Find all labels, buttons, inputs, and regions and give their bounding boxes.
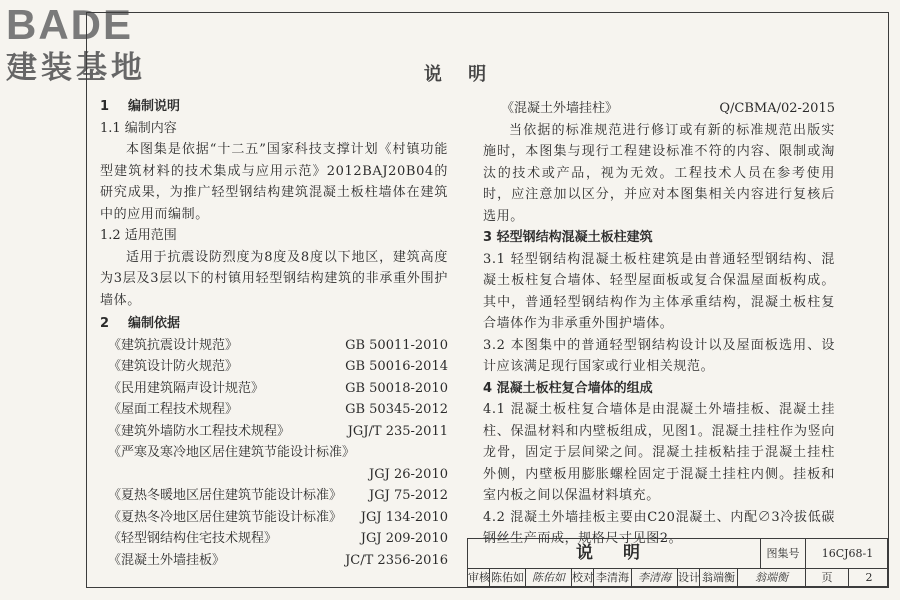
title-block-signature-row — [468, 568, 887, 587]
section-number: 3 — [483, 230, 493, 245]
checker-signature: 李清海 — [632, 568, 678, 587]
right-column — [483, 98, 835, 550]
standard-code: JC/T 2356-2016 — [345, 552, 448, 568]
standard-item — [100, 507, 448, 529]
title-block-top-row — [468, 539, 887, 569]
page-title: 说 明 — [423, 64, 497, 85]
page-label: 页 — [806, 568, 849, 587]
standard-name: 《屋面工程技术规程》 — [108, 402, 239, 417]
section-number: 4 — [483, 380, 493, 396]
section-title: 编制说明 — [128, 99, 181, 114]
clause-3-1: 3.1 轻型钢结构混凝土板柱建筑是由普通轻型钢结构、混凝土板柱复合墙体、轻型屋面板或复合保温屋面板构成。其中，普通轻型钢结构作为主体承重结构，混凝土板柱复合墙体作为非承重外围护墙体。 — [483, 251, 835, 331]
standard-code: JGJ/T 235-2011 — [347, 423, 448, 439]
section-title: 轻型钢结构混凝土板柱建筑 — [496, 230, 653, 245]
standard-item — [100, 442, 448, 464]
subsection-1-1-body: 本图集是依据“十二五”国家科技支撑计划《村镇功能型建筑材料的技术集成与应用示范》2012BAJ20B04的研究成果，为推广轻型钢结构建筑混凝土板柱墙体在建筑中的应用而编制。 — [100, 142, 448, 222]
standard-name: 《夏热冬冷地区居住建筑节能设计标准》 — [108, 509, 343, 525]
section-2-heading — [100, 313, 448, 335]
subsection-1-1-heading: 1.1 编制内容 — [100, 120, 177, 136]
standard-code: GB 50011-2010 — [345, 337, 448, 353]
design-label: 设计 — [678, 568, 700, 587]
page-number: 2 — [865, 571, 873, 584]
subsection-1-2-body: 适用于抗震设防烈度为8度及8度以下地区，建筑高度为3层及3层以下的村镇用轻型钢结构建筑的非承重外围护墙体。 — [100, 249, 448, 308]
logo-text-en: BADE — [6, 1, 134, 48]
standard-item — [100, 356, 448, 378]
reviewer-name: 陈佑如 — [490, 568, 526, 587]
section-number: 1 — [100, 99, 110, 114]
section-3-heading — [483, 227, 835, 249]
standard-item-code-line — [100, 464, 448, 486]
standard-name: 《混凝土外墙挂柱》 — [501, 101, 619, 116]
standard-code: GB 50018-2010 — [345, 380, 448, 396]
revision-note: 当依据的标准规范进行修订或有新的标准规范出版实施时，本图集与现行工程建设标准不符的内容、限制或淘汰的技术或产品，视为无效。工程技术人员在参考使用时，应注意加以区分，并应对本图集相关内容进行复核后选用。 — [483, 122, 835, 224]
standard-item — [100, 528, 448, 550]
check-label: 校对 — [572, 568, 594, 587]
standard-name: 《严寒及寒冷地区居住建筑节能设计标准》 — [108, 445, 356, 460]
section-4-heading — [483, 378, 835, 400]
title-block-title: 说 明 — [468, 539, 761, 568]
standard-code: JGJ 209-2010 — [360, 531, 448, 546]
atlas-number: 16CJ68-1 — [821, 547, 874, 560]
standard-name: 《轻型钢结构住宅技术规程》 — [108, 531, 278, 546]
standard-code: Q/CBMA/02-2015 — [719, 101, 835, 116]
designer-signature: 翁端衡 — [738, 568, 806, 587]
section-number: 2 — [100, 316, 110, 331]
subsection-1-2-heading: 1.2 适用范围 — [100, 228, 177, 243]
standard-code: JGJ 75-2012 — [369, 488, 448, 503]
section-title: 混凝土板柱复合墙体的组成 — [496, 380, 653, 396]
standard-item — [483, 98, 835, 120]
standards-list — [100, 335, 448, 572]
standard-item — [100, 421, 448, 443]
section-1-heading — [100, 96, 448, 118]
standard-item — [100, 550, 448, 572]
clause-4-1: 4.1 混凝土板柱复合墙体是由混凝土外墙挂板、混凝土挂柱、保温材料和内壁板组成，见图1。混凝土挂柱作为竖向龙骨，固定于层间梁之间。混凝土挂板粘挂于混凝土挂柱外侧，内壁板用膨胀螺栓固定于混凝土挂柱内侧。挂板和室内板之间以保温材料填充。 — [483, 402, 835, 503]
left-column — [100, 96, 448, 571]
standard-code: GB 50016-2014 — [345, 359, 448, 374]
standard-item — [100, 399, 448, 421]
standard-item — [100, 335, 448, 357]
standard-name: 《夏热冬暖地区居住建筑节能设计标准》 — [108, 488, 343, 503]
standard-name: 《民用建筑隔声设计规范》 — [108, 380, 265, 396]
standard-name: 《建筑抗震设计规范》 — [108, 337, 239, 353]
title-block — [467, 538, 888, 587]
checker-name: 李清海 — [594, 568, 632, 587]
section-title: 编制依据 — [128, 316, 181, 331]
standard-code: GB 50345-2012 — [345, 402, 448, 417]
atlas-number-label: 图集号 — [761, 539, 806, 568]
designer-name: 翁端衡 — [700, 568, 738, 587]
standard-code: JGJ 134-2010 — [360, 509, 448, 525]
standard-name: 《建筑设计防火规范》 — [108, 359, 239, 374]
standard-code: JGJ 26-2010 — [369, 466, 448, 482]
review-label: 审核 — [468, 568, 490, 587]
standard-name: 《混凝土外墙挂板》 — [108, 552, 226, 568]
reviewer-signature: 陈佑如 — [526, 568, 572, 587]
logo-text-cn: 建装基地 — [6, 50, 146, 86]
standard-name: 《建筑外墙防水工程技术规程》 — [108, 423, 291, 439]
clause-4-2: 4.2 混凝土外墙挂板主要由C20混凝土、内配∅3冷拔低碳钢丝生产而成，规格尺寸见图2。 — [483, 509, 835, 546]
standard-item — [100, 378, 448, 400]
standard-item — [100, 485, 448, 507]
clause-3-2: 3.2 本图集中的普通轻型钢结构设计以及屋面板选用、设计应该满足现行国家或行业相关规范。 — [483, 337, 835, 374]
